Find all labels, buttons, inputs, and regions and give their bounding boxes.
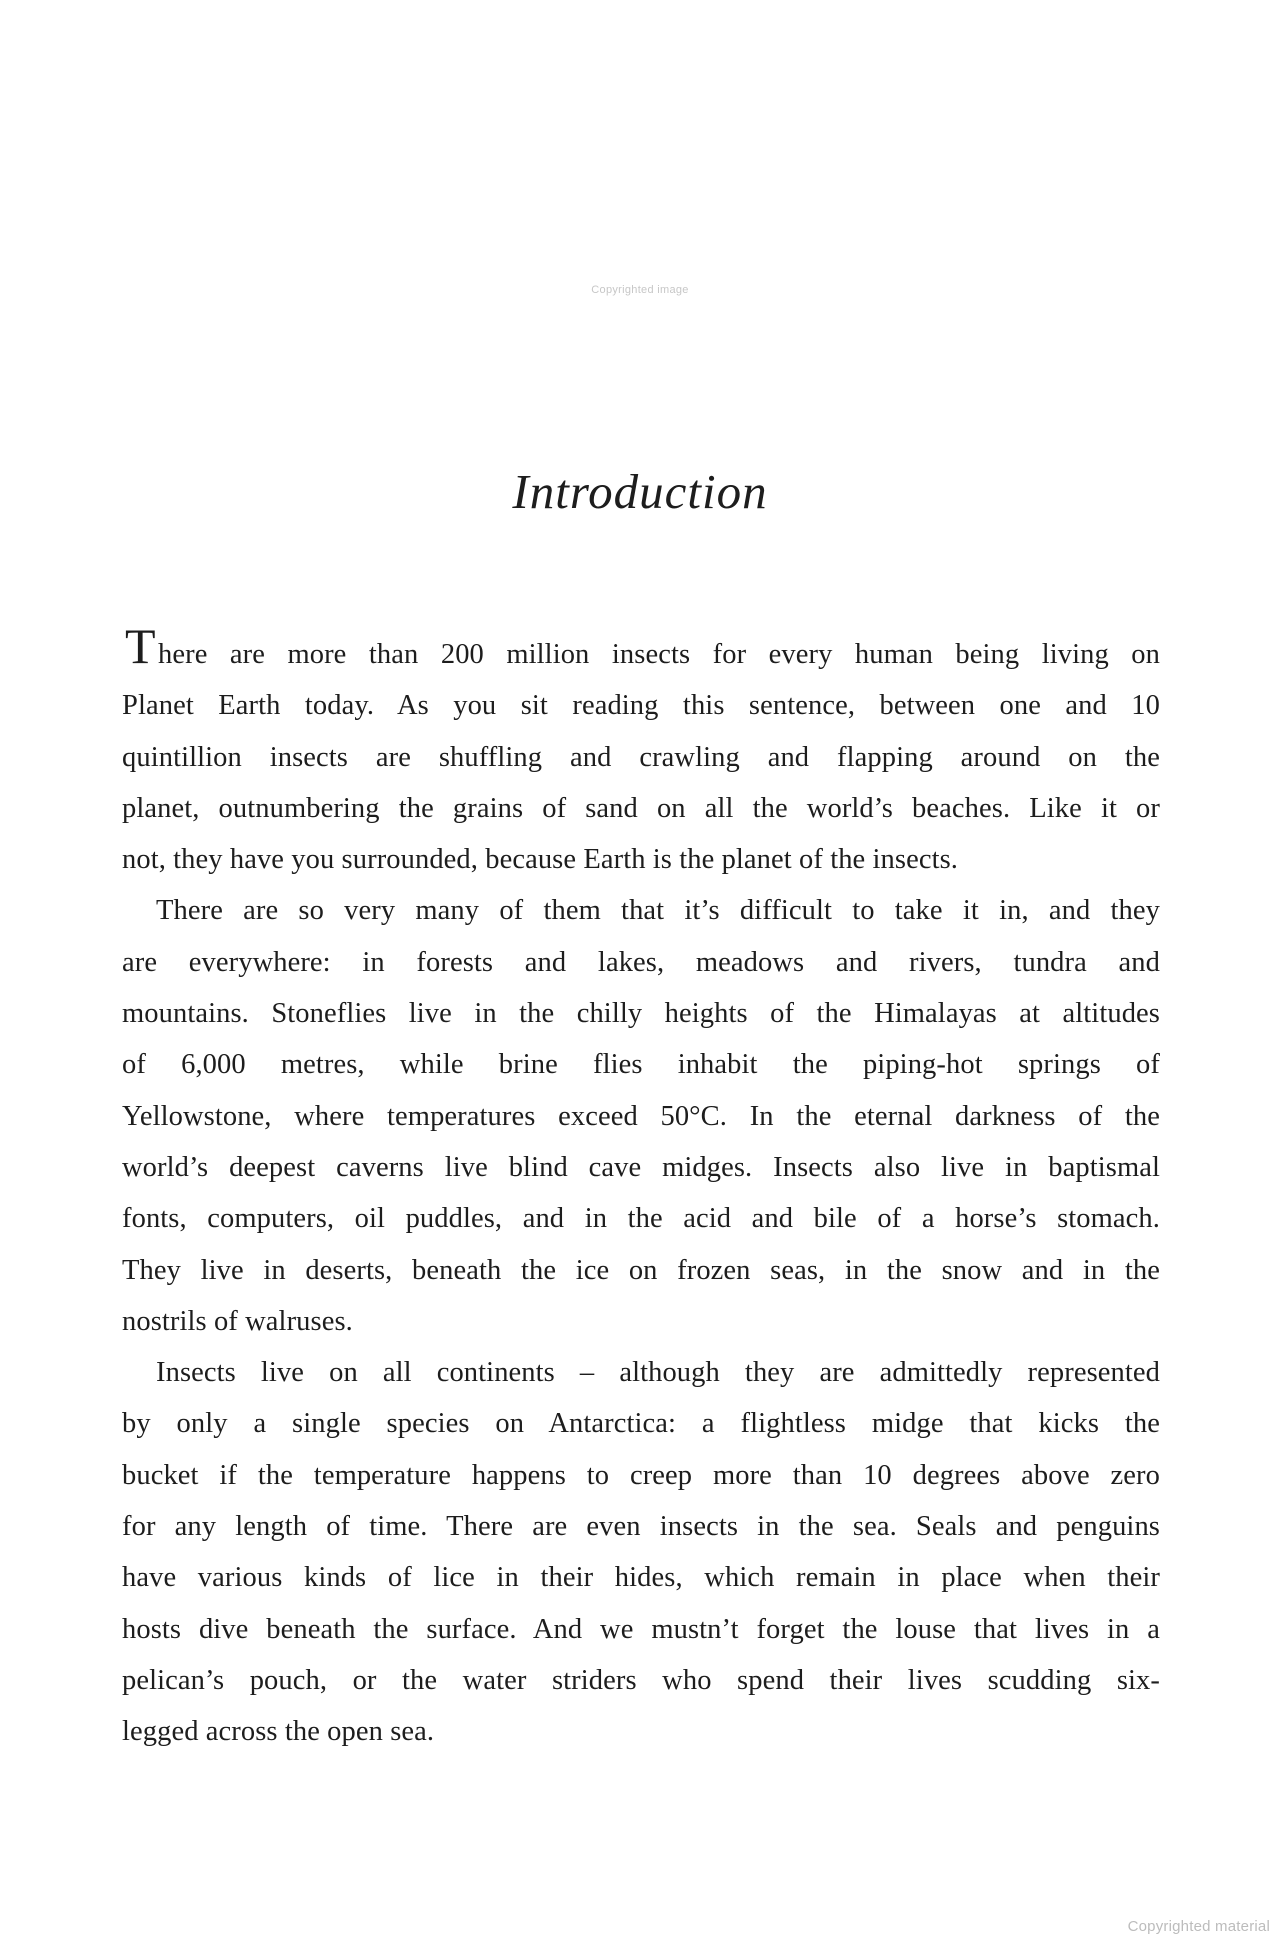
text-line: legged across the open sea. bbox=[122, 1716, 435, 1748]
text-line: Yellowstone, where temperatures exceed 50°C. In the eternal darkness of the bbox=[122, 1100, 1160, 1132]
text-line: They live in deserts, beneath the ice on frozen seas, in the snow and in the bbox=[122, 1254, 1160, 1286]
text-line: Insects live on all continents – although they are admittedly represented bbox=[156, 1357, 1160, 1389]
raised-initial-cap: T bbox=[125, 618, 156, 674]
text-line-content: here are more than 200 million insects for every human being living on bbox=[158, 639, 1160, 670]
text-line: Planet Earth today. As you sit reading this sentence, between one and 10 bbox=[122, 690, 1160, 722]
text-line: are everywhere: in forests and lakes, meadows and rivers, tundra and bbox=[122, 946, 1160, 978]
text-line: There are so very many of them that it’s difficult to take it in, and they bbox=[156, 895, 1160, 927]
text-line: of 6,000 metres, while brine flies inhabit the piping-hot springs of bbox=[122, 1049, 1160, 1081]
text-line: bucket if the temperature happens to creep more than 10 degrees above zero bbox=[122, 1459, 1160, 1491]
copyright-material-watermark: Copyrighted material bbox=[1127, 1918, 1270, 1935]
text-line: by only a single species on Antarctica: a flightless midge that kicks the bbox=[122, 1408, 1160, 1440]
text-line: quintillion insects are shuffling and crawling and flapping around on the bbox=[122, 741, 1160, 773]
text-line: have various kinds of lice in their hides, which remain in place when their bbox=[122, 1562, 1160, 1594]
text-line: for any length of time. There are even insects in the sea. Seals and penguins bbox=[122, 1511, 1160, 1543]
text-line: mountains. Stoneflies live in the chilly heights of the Himalayas at altitudes bbox=[122, 998, 1160, 1030]
text-line: pelican’s pouch, or the water striders who spend their lives scudding six- bbox=[122, 1664, 1160, 1696]
chapter-title: Introduction bbox=[512, 464, 768, 519]
copyright-image-watermark: Copyrighted image bbox=[591, 284, 689, 296]
text-line: not, they have you surrounded, because Earth is the planet of the insects. bbox=[122, 844, 959, 876]
body-text bbox=[122, 618, 1160, 1758]
text-line: hosts dive beneath the surface. And we mustn’t forget the louse that lives in a bbox=[122, 1613, 1160, 1645]
text-line bbox=[122, 618, 1160, 680]
text-line: fonts, computers, oil puddles, and in the acid and bile of a horse’s stomach. bbox=[122, 1203, 1160, 1235]
text-line: planet, outnumbering the grains of sand on all the world’s beaches. Like it or bbox=[122, 792, 1160, 824]
text-line: nostrils of walruses. bbox=[122, 1305, 353, 1337]
text-line: world’s deepest caverns live blind cave midges. Insects also live in baptismal bbox=[122, 1151, 1160, 1183]
